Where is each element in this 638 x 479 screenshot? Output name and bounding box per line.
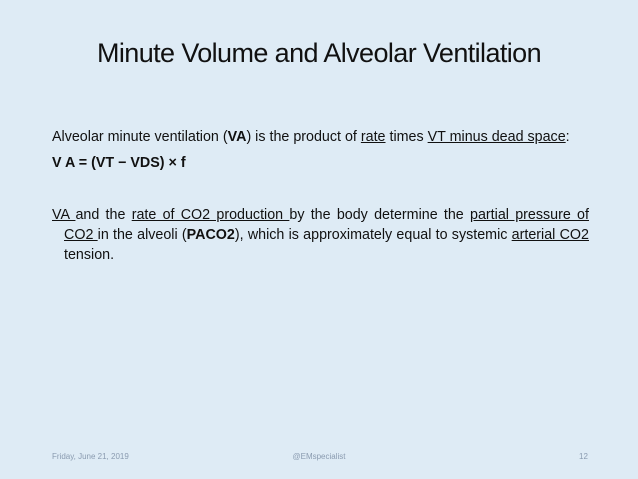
p1-va-bold: VA [227, 129, 247, 145]
paragraph-alveolar-ventilation [52, 127, 589, 147]
p2-arterial-co2-underlined: arterial CO2 [511, 227, 589, 243]
paragraph-co2 [52, 205, 589, 265]
p1-text-1: Alveolar minute ventilation ( [52, 129, 228, 145]
p2-co2-production-underlined: rate of CO2 production [131, 207, 290, 223]
footer-date: Friday, June 21, 2019 [52, 452, 129, 461]
p1-text-7: : [565, 129, 570, 145]
footer-handle: @EMspecialist [292, 452, 346, 461]
p1-rate-underlined: rate [360, 129, 386, 145]
p2-partial-pressure-underlined: partial pressure of CO2 [64, 207, 589, 243]
p2-text-6: in the alveoli ( [97, 227, 187, 243]
p1-text-3: ) is the product of [246, 129, 361, 145]
p2-paco2-bold: PACO2 [186, 227, 235, 243]
p2-va-underlined: VA [52, 207, 76, 223]
slide-title: Minute Volume and Alveolar Ventilation [96, 38, 541, 68]
footer-page-number: 12 [579, 452, 588, 461]
formula: V A = (VT − VDS) × f [52, 155, 186, 171]
p1-text-5: times [385, 129, 428, 145]
p2-text-4: by the body determine the [289, 207, 471, 223]
p2-text-10: tension. [64, 247, 115, 263]
p2-text-8: ), which is approximately equal to systemic [234, 227, 512, 243]
p1-vt-dead-space-underlined: VT minus dead space [427, 129, 566, 145]
p2-text-2: and the [75, 207, 132, 223]
slide-body [52, 127, 589, 265]
